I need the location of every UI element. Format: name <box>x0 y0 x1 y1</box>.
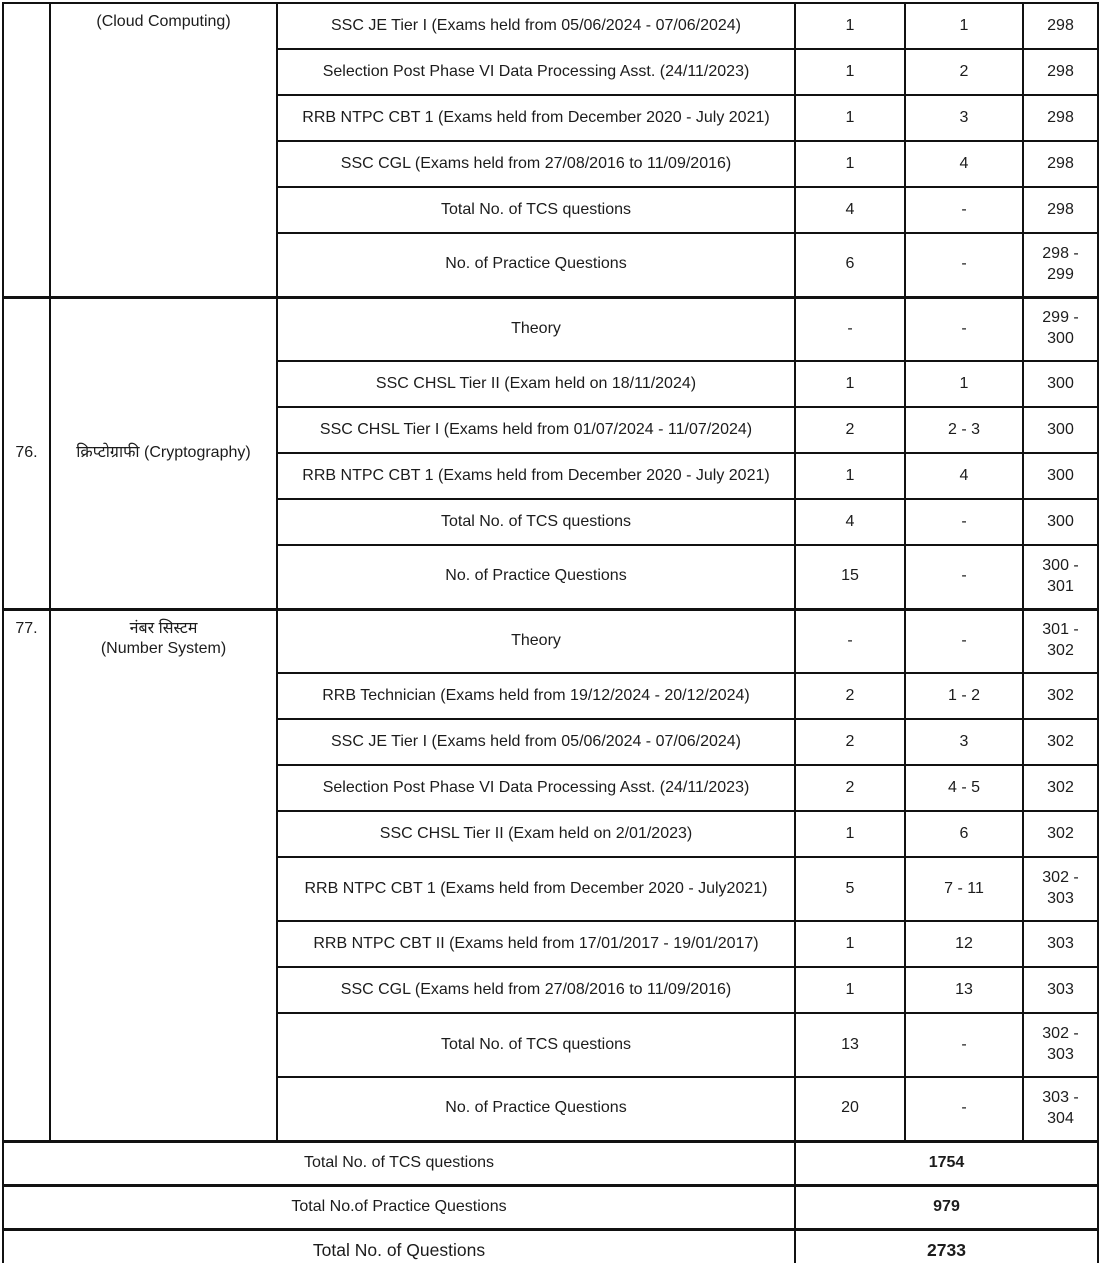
question-no-cell: 2 - 3 <box>905 407 1023 453</box>
question-no-cell: 1 <box>905 3 1023 49</box>
question-no-cell: 7 - 11 <box>905 857 1023 921</box>
count-cell: 1 <box>795 453 905 499</box>
page-cell: 298 - 299 <box>1023 233 1098 297</box>
page-cell: 300 <box>1023 361 1098 407</box>
question-no-cell: 1 - 2 <box>905 673 1023 719</box>
exam-cell: RRB Technician (Exams held from 19/12/2024 - 20/12/2024) <box>277 673 795 719</box>
count-cell: 1 <box>795 811 905 857</box>
page-cell: 300 <box>1023 499 1098 545</box>
question-no-cell: 6 <box>905 811 1023 857</box>
exam-cell: SSC JE Tier I (Exams held from 05/06/2024 - 07/06/2024) <box>277 719 795 765</box>
topic-line: (Cloud Computing) <box>96 13 231 30</box>
question-no-cell: - <box>905 187 1023 233</box>
question-no-cell: 1 <box>905 361 1023 407</box>
count-cell: 1 <box>795 95 905 141</box>
page-cell: 300 - 301 <box>1023 545 1098 609</box>
count-cell: - <box>795 609 905 673</box>
footer-value-cell: 2733 <box>795 1229 1098 1263</box>
page-cell: 298 <box>1023 95 1098 141</box>
count-cell: 15 <box>795 545 905 609</box>
question-no-cell: 12 <box>905 921 1023 967</box>
question-no-cell: 4 <box>905 141 1023 187</box>
question-no-cell: 13 <box>905 967 1023 1013</box>
question-no-cell: - <box>905 499 1023 545</box>
footer-label-cell: Total No. of Questions <box>3 1229 795 1263</box>
page-cell: 300 <box>1023 453 1098 499</box>
page-cell: 302 <box>1023 811 1098 857</box>
question-no-cell: - <box>905 1013 1023 1077</box>
page-cell: 298 <box>1023 141 1098 187</box>
count-cell: 2 <box>795 407 905 453</box>
exam-cell: Theory <box>277 609 795 673</box>
page-cell: 302 - 303 <box>1023 1013 1098 1077</box>
page-cell: 301 - 302 <box>1023 609 1098 673</box>
count-cell: 2 <box>795 673 905 719</box>
page-cell: 302 <box>1023 719 1098 765</box>
exam-cell: No. of Practice Questions <box>277 233 795 297</box>
exam-cell: Selection Post Phase VI Data Processing Asst. (24/11/2023) <box>277 765 795 811</box>
page-cell: 303 - 304 <box>1023 1077 1098 1141</box>
topic-line: क्रिप्टोग्राफी (Cryptography) <box>76 443 251 461</box>
footer-total-row <box>3 1185 1098 1229</box>
count-cell: 1 <box>795 921 905 967</box>
count-cell: 5 <box>795 857 905 921</box>
footer-label-cell: Total No.of Practice Questions <box>3 1185 795 1229</box>
count-cell: 1 <box>795 361 905 407</box>
count-cell: 4 <box>795 499 905 545</box>
exam-cell: SSC CHSL Tier II (Exam held on 18/11/2024) <box>277 361 795 407</box>
count-cell: 13 <box>795 1013 905 1077</box>
exam-cell: Selection Post Phase VI Data Processing Asst. (24/11/2023) <box>277 49 795 95</box>
footer-total-row <box>3 1141 1098 1185</box>
count-cell: 20 <box>795 1077 905 1141</box>
count-cell: 1 <box>795 141 905 187</box>
serial-cell: 77. <box>3 609 50 1141</box>
serial-cell <box>3 3 50 297</box>
count-cell: 2 <box>795 719 905 765</box>
exam-cell: RRB NTPC CBT II (Exams held from 17/01/2017 - 19/01/2017) <box>277 921 795 967</box>
page-cell: 303 <box>1023 967 1098 1013</box>
question-no-cell: - <box>905 1077 1023 1141</box>
topic-cell <box>50 297 277 609</box>
question-no-cell: - <box>905 545 1023 609</box>
table-row <box>3 3 1098 49</box>
exam-cell: SSC CGL (Exams held from 27/08/2016 to 11/09/2016) <box>277 141 795 187</box>
page-cell: 298 <box>1023 49 1098 95</box>
count-cell: - <box>795 297 905 361</box>
page-cell: 302 - 303 <box>1023 857 1098 921</box>
exam-cell: Total No. of TCS questions <box>277 187 795 233</box>
topic-cell <box>50 609 277 1141</box>
serial-cell: 76. <box>3 297 50 609</box>
count-cell: 1 <box>795 49 905 95</box>
count-cell: 1 <box>795 967 905 1013</box>
topic-cell <box>50 3 277 297</box>
exam-cell: Total No. of TCS questions <box>277 1013 795 1077</box>
topic-line: (Number System) <box>100 640 227 658</box>
footer-value-cell: 1754 <box>795 1141 1098 1185</box>
exam-cell: SSC CGL (Exams held from 27/08/2016 to 11/09/2016) <box>277 967 795 1013</box>
question-no-cell: - <box>905 609 1023 673</box>
question-no-cell: 4 <box>905 453 1023 499</box>
question-no-cell: 3 <box>905 719 1023 765</box>
count-cell: 2 <box>795 765 905 811</box>
question-no-cell: - <box>905 233 1023 297</box>
exam-cell: No. of Practice Questions <box>277 545 795 609</box>
page-cell: 303 <box>1023 921 1098 967</box>
exam-cell: RRB NTPC CBT 1 (Exams held from December 2020 - July2021) <box>277 857 795 921</box>
question-no-cell: 3 <box>905 95 1023 141</box>
page-cell: 299 - 300 <box>1023 297 1098 361</box>
count-cell: 4 <box>795 187 905 233</box>
exam-cell: No. of Practice Questions <box>277 1077 795 1141</box>
page-cell: 302 <box>1023 673 1098 719</box>
count-cell: 1 <box>795 3 905 49</box>
page-cell: 300 <box>1023 407 1098 453</box>
table-row <box>3 609 1098 673</box>
count-cell: 6 <box>795 233 905 297</box>
exam-cell: RRB NTPC CBT 1 (Exams held from December 2020 - July 2021) <box>277 453 795 499</box>
page-cell: 298 <box>1023 3 1098 49</box>
exam-cell: Theory <box>277 297 795 361</box>
exam-cell: RRB NTPC CBT 1 (Exams held from December 2020 - July 2021) <box>277 95 795 141</box>
page-cell: 302 <box>1023 765 1098 811</box>
question-no-cell: 4 - 5 <box>905 765 1023 811</box>
footer-value-cell: 979 <box>795 1185 1098 1229</box>
footer-label-cell: Total No. of TCS questions <box>3 1141 795 1185</box>
topic-line: नंबर सिस्टम <box>129 619 198 637</box>
table-row <box>3 297 1098 361</box>
exam-cell: SSC CHSL Tier II (Exam held on 2/01/2023) <box>277 811 795 857</box>
page-cell: 298 <box>1023 187 1098 233</box>
question-no-cell: - <box>905 297 1023 361</box>
question-no-cell: 2 <box>905 49 1023 95</box>
exam-cell: SSC CHSL Tier I (Exams held from 01/07/2024 - 11/07/2024) <box>277 407 795 453</box>
footer-total-row <box>3 1229 1098 1263</box>
exam-index-table <box>2 2 1099 1263</box>
exam-cell: SSC JE Tier I (Exams held from 05/06/2024 - 07/06/2024) <box>277 3 795 49</box>
exam-cell: Total No. of TCS questions <box>277 499 795 545</box>
